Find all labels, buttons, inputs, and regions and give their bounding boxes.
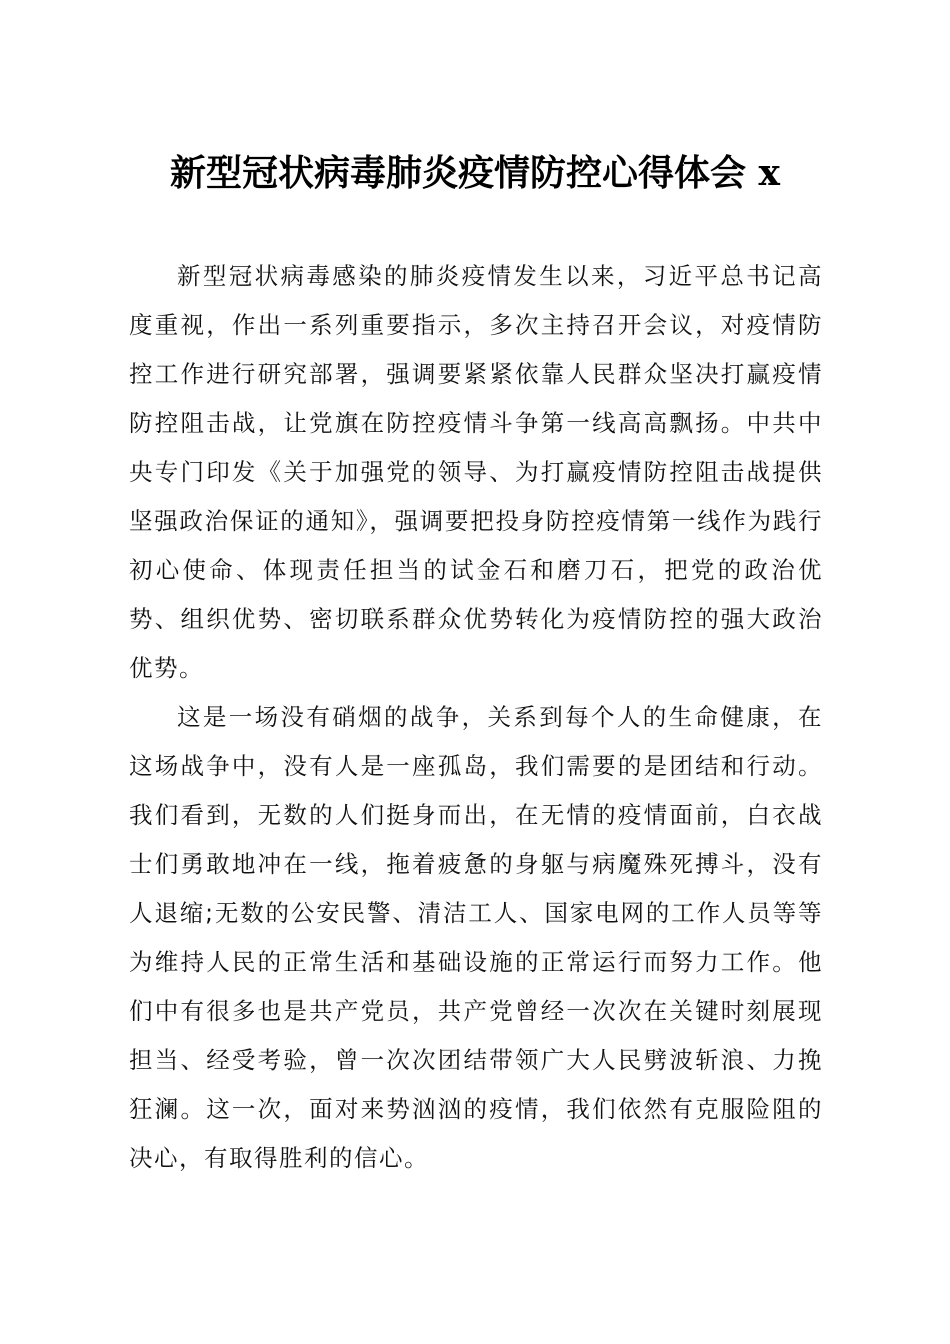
paragraph-1: 新型冠状病毒感染的肺炎疫情发生以来，习近平总书记高度重视，作出一系列重要指示，多次主持召开会议，对疫情防控工作进行研究部署，强调要紧紧依靠人民群众坚决打赢疫情防控阻击战，让党旗在防控疫情斗争第一线高高飘扬。中共中央专门印发《关于加强党的领导、为打赢疫情防控阻击战提供坚强政治保证的通知》，强调要把投身防控疫情第一线作为践行初心使命、体现责任担当的试金石和磨刀石，把党的政治优势、组织优势、密切联系群众优势转化为疫情防控的强大政治优势。 — [129, 262, 823, 682]
paragraph-2: 这是一场没有硝烟的战争，关系到每个人的生命健康，在这场战争中，没有人是一座孤岛，我们需要的是团结和行动。我们看到，无数的人们挺身而出，在无情的疫情面前，白衣战士们勇敢地冲在一线，拖着疲惫的身躯与病魔殊死搏斗，没有人退缩;无数的公安民警、清洁工人、国家电网的工作人员等等为维持人民的正常生活和基础设施的正常运行而努力工作。他们中有很多也是共产党员，共产党曾经一次次在关键时刻展现担当、经受考验，曾一次次团结带领广大人民劈波斩浪、力挽狂澜。这一次，面对来势汹汹的疫情，我们依然有克服险阻的决心，有取得胜利的信心。 — [129, 703, 823, 1172]
document-title: 新型冠状病毒肺炎疫情防控心得体会 x — [170, 152, 780, 194]
document-body — [129, 252, 823, 1183]
